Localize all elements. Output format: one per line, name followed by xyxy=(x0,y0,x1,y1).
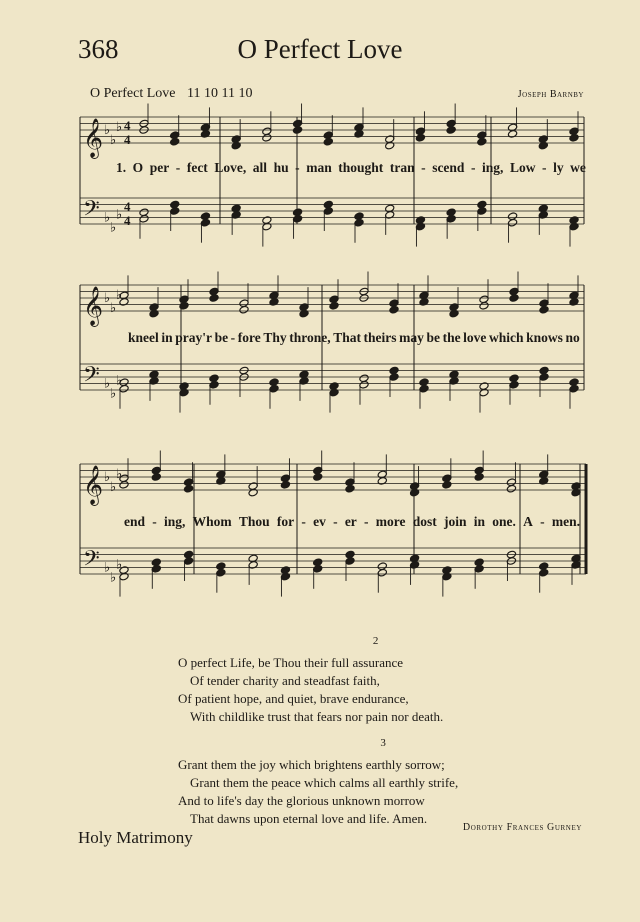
note-head xyxy=(446,126,456,135)
note-head xyxy=(248,488,258,497)
verse-line: Of patient hope, and quiet, brave endurance, xyxy=(178,691,409,706)
section-label: Holy Matrimony xyxy=(78,828,193,847)
lyric-syllable: - xyxy=(301,514,306,529)
note-head xyxy=(216,568,226,577)
note-head xyxy=(119,481,129,490)
flat-icon: ♭ xyxy=(116,206,123,222)
bass-clef-icon: 𝄢 xyxy=(83,546,100,577)
lyric-syllable: per xyxy=(149,160,170,175)
flat-icon: ♭ xyxy=(104,559,111,575)
note-head xyxy=(313,473,323,482)
note-head xyxy=(354,218,364,227)
lyric-syllable: thought xyxy=(338,160,384,175)
lyric-syllable: join xyxy=(444,514,467,529)
lyric-syllable: A xyxy=(523,514,533,529)
lyric-syllable: be xyxy=(426,330,440,345)
note-head xyxy=(415,134,425,143)
note-head xyxy=(151,473,161,482)
verse-line: With childlike trust that fears nor pain nor death. xyxy=(190,709,444,724)
verse-line: That dawns upon eternal love and life. Amen. xyxy=(190,811,428,826)
verse-line: Grant them the peace which calms all earthly strife, xyxy=(190,775,459,790)
flat-icon: ♭ xyxy=(116,556,123,572)
verse-line: O perfect Life, be Thou their full assurance xyxy=(178,655,403,670)
note-head xyxy=(354,130,364,139)
lyric-syllable: - xyxy=(364,514,369,529)
tune-meter: 11 10 11 10 xyxy=(187,86,253,101)
note-head xyxy=(239,305,249,314)
lyric-syllable: - xyxy=(295,160,300,175)
lyric-syllable: tran xyxy=(389,160,415,175)
page-number: 368 xyxy=(78,34,119,64)
note-head xyxy=(149,377,159,386)
lyric-line-2 xyxy=(128,330,580,346)
lyric-line-3 xyxy=(124,514,580,530)
lyric-syllable: which xyxy=(489,330,524,345)
lyric-syllable: more xyxy=(375,514,406,529)
note-head xyxy=(569,298,579,307)
note-head xyxy=(323,137,333,146)
note-head xyxy=(200,218,210,227)
note-head xyxy=(299,309,309,318)
note-head xyxy=(479,302,489,311)
flat-icon: ♭ xyxy=(116,465,123,481)
note-head xyxy=(139,215,149,224)
time-signature: 4 xyxy=(124,118,131,133)
note-head xyxy=(345,557,355,566)
verse-line: Grant them the joy which brightens earthly sorrow; xyxy=(178,757,445,772)
lyric-syllable: hu xyxy=(273,160,289,175)
time-signature: 4 xyxy=(124,213,131,228)
flat-icon: ♭ xyxy=(110,131,117,147)
note-head xyxy=(442,481,452,490)
lyric-syllable: throne, xyxy=(289,330,331,345)
hymn-title: O Perfect Love xyxy=(237,34,403,64)
lyric-syllable: theirs xyxy=(363,330,397,345)
lyric-syllable: one. xyxy=(492,514,516,529)
lyric-syllable: ly xyxy=(553,160,564,175)
note-head xyxy=(569,134,579,143)
note-head xyxy=(119,572,129,581)
flat-icon: ♭ xyxy=(104,209,111,225)
time-signature: 4 xyxy=(124,132,131,147)
note-head xyxy=(329,388,339,397)
lyric-syllable: - xyxy=(175,160,181,175)
flat-icon: ♭ xyxy=(104,375,111,391)
note-head xyxy=(216,477,226,486)
flat-icon: ♭ xyxy=(104,122,111,137)
note-head xyxy=(474,473,484,482)
note-head xyxy=(385,211,395,220)
lyric-syllable: knows xyxy=(526,330,563,345)
lyric-syllable: fore xyxy=(237,330,261,345)
lyric-line-1 xyxy=(116,160,586,176)
note-head xyxy=(389,305,399,314)
note-head xyxy=(170,207,180,216)
note-head xyxy=(313,565,323,574)
lyric-syllable: Whom xyxy=(192,514,232,529)
lyric-syllable: Thou xyxy=(238,514,270,529)
flat-icon: ♭ xyxy=(110,299,117,315)
note-head xyxy=(508,218,518,227)
note-head xyxy=(477,137,487,146)
note-head xyxy=(539,373,549,382)
note-head xyxy=(209,294,219,303)
lyric-syllable: er xyxy=(344,514,357,529)
verse-line: Of tender charity and steadfast faith, xyxy=(190,673,380,688)
lyric-syllable: for xyxy=(276,514,295,529)
flat-icon: ♭ xyxy=(110,385,117,401)
note-head xyxy=(262,222,272,231)
note-head xyxy=(569,222,579,231)
flat-icon: ♭ xyxy=(104,469,111,484)
verse-2 xyxy=(178,632,443,726)
tune-name: O Perfect Love xyxy=(90,86,176,101)
note-head xyxy=(377,568,387,577)
note-head xyxy=(539,568,549,577)
lyric-syllable: - xyxy=(333,514,338,529)
flat-icon: ♭ xyxy=(110,569,117,585)
lyric-syllable: end xyxy=(124,514,146,529)
note-head xyxy=(415,222,425,231)
lyric-syllable: men. xyxy=(551,514,580,529)
author: Dorothy Frances Gurney xyxy=(462,822,582,833)
note-head xyxy=(269,384,279,393)
note-head xyxy=(231,141,241,150)
note-head xyxy=(506,484,516,493)
lyric-syllable: - xyxy=(152,514,157,529)
lyric-syllable: kneel xyxy=(128,330,159,345)
note-head xyxy=(389,373,399,382)
lyric-syllable: no xyxy=(565,330,580,345)
note-head xyxy=(539,305,549,314)
note-head xyxy=(474,565,484,574)
note-head xyxy=(345,484,355,493)
note-head xyxy=(385,141,395,150)
note-head xyxy=(209,381,219,390)
note-head xyxy=(377,477,387,486)
note-head xyxy=(538,141,548,150)
lyric-syllable: Low xyxy=(509,160,536,175)
note-head xyxy=(569,384,579,393)
lyric-syllable: may xyxy=(399,330,424,345)
note-head xyxy=(508,130,518,139)
verse-number: 3 xyxy=(380,737,386,749)
note-head xyxy=(280,572,290,581)
lyric-syllable: be xyxy=(214,330,229,345)
lyric-syllable: all xyxy=(252,160,268,175)
note-head xyxy=(323,207,333,216)
treble-clef-icon: 𝄞 xyxy=(83,286,104,326)
lyric-syllable: - xyxy=(540,514,545,529)
note-head xyxy=(419,298,429,307)
lyric-syllable: man xyxy=(306,160,332,175)
note-head xyxy=(179,388,189,397)
note-head xyxy=(442,572,452,581)
note-head xyxy=(509,294,519,303)
bass-clef-icon: 𝄢 xyxy=(83,196,100,227)
lyric-syllable: 1. xyxy=(116,160,127,175)
note-head xyxy=(539,477,549,486)
lyric-syllable: we xyxy=(570,160,586,175)
flat-icon: ♭ xyxy=(116,372,123,388)
lyric-syllable: love xyxy=(463,330,487,345)
flat-icon: ♭ xyxy=(110,219,117,235)
note-head xyxy=(149,309,159,318)
note-head xyxy=(410,561,420,570)
treble-clef-icon: 𝄞 xyxy=(83,465,104,505)
note-head xyxy=(419,384,429,393)
lyric-syllable: scend xyxy=(432,160,465,175)
composer: Joseph Barnby xyxy=(517,89,584,100)
lyric-syllable: O xyxy=(132,160,144,175)
note-head xyxy=(329,302,339,311)
bass-clef-icon: 𝄢 xyxy=(83,362,100,393)
note-head xyxy=(449,309,459,318)
lyric-syllable: That xyxy=(333,330,361,345)
note-head xyxy=(269,298,279,307)
note-head xyxy=(170,137,180,146)
note-head xyxy=(151,565,161,574)
lyric-syllable: fect xyxy=(186,160,208,175)
note-head xyxy=(184,484,194,493)
note-head xyxy=(200,130,210,139)
lyric-syllable: ing, xyxy=(482,160,504,175)
lyric-syllable: in xyxy=(473,514,486,529)
note-head xyxy=(509,381,519,390)
note-head xyxy=(538,211,548,220)
lyric-syllable: ev xyxy=(313,514,326,529)
note-head xyxy=(359,381,369,390)
note-head xyxy=(293,126,303,135)
note-head xyxy=(449,377,459,386)
note-head xyxy=(299,377,309,386)
note-head xyxy=(293,215,303,224)
verse-number: 2 xyxy=(372,635,379,647)
note-head xyxy=(231,211,241,220)
flat-icon: ♭ xyxy=(116,286,123,302)
verse-line: And to life's day the glorious unknown morrow xyxy=(178,793,425,808)
note-head xyxy=(479,388,489,397)
note-head xyxy=(262,134,272,143)
lyric-syllable: ing, xyxy=(163,514,186,529)
lyric-syllable: Love, xyxy=(214,160,247,175)
note-head xyxy=(184,557,194,566)
note-head xyxy=(410,488,420,497)
note-head xyxy=(280,481,290,490)
lyric-syllable: dost xyxy=(412,514,437,529)
time-signature: 4 xyxy=(124,199,131,214)
lyric-syllable: pray'r xyxy=(175,330,212,345)
lyric-syllable: Thy xyxy=(263,330,287,345)
lyric-syllable: in xyxy=(161,330,173,345)
treble-clef-icon: 𝄞 xyxy=(83,118,104,158)
flat-icon: ♭ xyxy=(110,478,117,494)
lyric-syllable: the xyxy=(442,330,461,345)
flat-icon: ♭ xyxy=(104,290,111,305)
note-head xyxy=(446,215,456,224)
lyric-syllable: - xyxy=(542,160,547,175)
note-head xyxy=(248,561,258,570)
note-head xyxy=(477,207,487,216)
flat-icon: ♭ xyxy=(116,118,123,134)
note-head xyxy=(179,302,189,311)
lyric-syllable: - xyxy=(230,330,236,345)
lyric-syllable: - xyxy=(471,160,476,175)
lyric-syllable: - xyxy=(421,160,426,175)
verse-3 xyxy=(178,734,458,828)
